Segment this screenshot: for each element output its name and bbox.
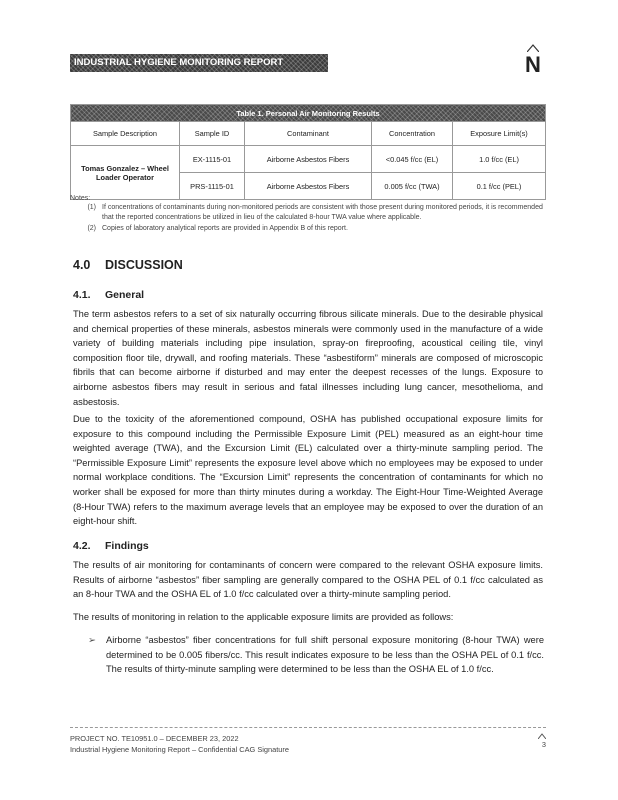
results-table [70,104,546,200]
sample-id-cell: EX-1115-01 [180,146,245,173]
findings-paragraph-1: The results of air monitoring for contaminants of concern were compared to the relevant OSHA exposure limits. Results of airborne “asbestos” fiber sampling are generally compared to the OSHA PEL of 0.1 f/cc calculated as an 8-hour TWA and the OSHA EL of 1.0 f/cc calculated over a thirty-minute sampling period. [73,560,543,600]
bullet-text: Airborne “asbestos” fiber concentrations for full shift personal exposure monitoring (8-hour TWA) were determined to be 0.005 fibers/cc. This result indicates exposure to be less than the OSHA PEL of 0.1 f/cc. The results of thirty-minute sampling were determined to be less than the OSHA EL of 1.0 f/cc. [106,635,544,675]
mountain-icon [527,44,539,52]
note-number: (2) [87,225,96,233]
concentration-cell: <0.045 f/cc (EL) [372,146,453,173]
logo-letter: N [525,52,541,77]
arrow-bullet-icon: ➢ [88,635,96,645]
column-header: Sample ID [180,122,245,146]
findings-paragraph-2: The results of monitoring in relation to the applicable exposure limits are provided as follows: [73,612,454,622]
subsection-heading-findings [73,540,149,552]
table-row [71,146,546,173]
general-paragraph-2: Due to the toxicity of the aforementioned compound, OSHA has published occupational exposure limits for exposure to this compound including the Permissible Exposure Limit (PEL) measured as an eight-hour time weighted average (TWA), and the Excursion Limit (EL) calculated over a thirty-minute sampling period. The “Permissible Exposure Limit” represents the exposure level above which no employees may be exposed to under normal workplace conditions. The “Excursion Limit” represents the concentration of contaminants for which no worker shall be exposed for more than thirty minutes during a workday. The Eight-Hour Time-Weighted Average (8-Hour TWA) refers to the maximum average levels that an employee may be exposed to over the duration of an eight-hour shift. [73,414,543,527]
column-header: Exposure Limit(s) [453,122,546,146]
company-logo [520,44,546,80]
subsection-title: General [105,289,145,301]
contaminant-cell: Airborne Asbestos Fibers [245,173,372,200]
sample-id-cell: PRS-1115-01 [180,173,245,200]
column-header: Sample Description [71,122,180,146]
page-number: 3 [541,740,546,749]
sample-description-cell: Tomas Gonzalez – Wheel Loader Operator [71,146,180,200]
table-caption: Table 1. Personal Air Monitoring Results [71,105,546,122]
footer-divider [70,727,546,728]
note-number: (1) [87,204,96,212]
exposure-limit-cell: 1.0 f/cc (EL) [453,146,546,173]
general-paragraph-1: The term asbestos refers to a set of six naturally occurring fibrous silicate minerals. Due to the desirable physical and chemical properties of these minerals, asbestos minerals were commonly used in the manufacture of a wide variety of building materials including pipe insulation, spray-on fireproofing, acoustical ceiling tile, vinyl composition floor tile, drywall, and roofing materials. These “asbestiform” minerals are composed of microscopic fibrils that can become airborne if disturbed and may enter the deepest recesses of the lungs. Exposure to airborne asbestos fibers may result in serious and fatal illnesses including lung cancer, mesothelioma, and asbestosis. [73,309,543,407]
concentration-cell: 0.005 f/cc (TWA) [372,173,453,200]
page-footer [70,733,546,755]
subsection-heading-general [73,289,144,301]
subsection-number: 4.1. [73,289,91,301]
exposure-limit-cell: 0.1 f/cc (PEL) [453,173,546,200]
section-heading [73,258,183,272]
note-item [70,203,550,222]
column-header: Concentration [372,122,453,146]
note-item [70,224,550,233]
footer-project: PROJECT NO. TE10951.0 – DECEMBER 23, 2022 [70,734,239,743]
subsection-title: Findings [105,540,149,552]
table-notes [70,194,550,234]
note-text: Copies of laboratory analytical reports are provided in Appendix B of this report. [102,225,348,233]
footer-report-title: Industrial Hygiene Monitoring Report – Confidential CAG Signature [70,745,289,754]
footer-right [538,733,546,750]
section-number: 4.0 [73,258,91,272]
subsection-number: 4.2. [73,540,91,552]
contaminant-cell: Airborne Asbestos Fibers [245,146,372,173]
section-title: DISCUSSION [105,258,183,272]
findings-bullet [88,633,544,677]
column-header: Contaminant [245,122,372,146]
report-header-banner: INDUSTRIAL HYGIENE MONITORING REPORT [70,54,328,72]
notes-label: Notes: [70,195,91,202]
mountain-icon [538,733,546,739]
note-text: If concentrations of contaminants during non-monitored periods are consistent with those present during monitored periods, it is recommended that the reported concentrations be utilized in lieu of the calculated 8-hour TWA value where applicable. [102,204,543,221]
